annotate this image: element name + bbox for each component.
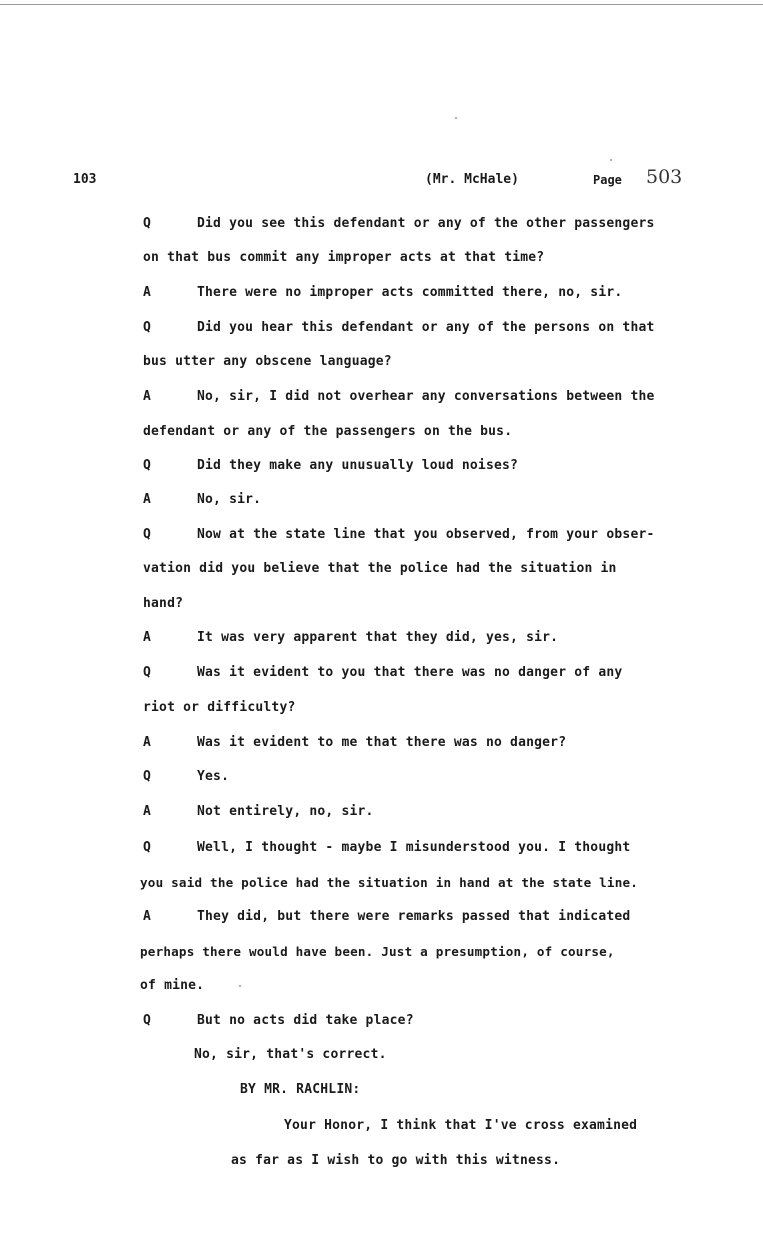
- speaker-label: (Mr. McHale): [425, 172, 519, 187]
- testimony-line: It was very apparent that they did, yes, sir.: [197, 630, 559, 645]
- testimony-line: riot or difficulty?: [143, 700, 296, 715]
- question-marker: Q: [143, 320, 151, 335]
- question-marker: Q: [143, 216, 151, 231]
- testimony-line: But no acts did take place?: [197, 1013, 414, 1028]
- top-rule: [0, 4, 763, 5]
- answer-marker: A: [143, 804, 151, 819]
- question-marker: Q: [143, 769, 151, 784]
- testimony-line: They did, but there were remarks passed that indicated: [197, 909, 631, 924]
- transcript-number: 103: [73, 172, 97, 187]
- testimony-line: defendant or any of the passengers on the bus.: [143, 424, 513, 439]
- testimony-line: bus utter any obscene language?: [143, 354, 392, 369]
- page-label: Page: [593, 173, 622, 187]
- testimony-line: Yes.: [197, 769, 230, 784]
- question-marker: Q: [143, 527, 151, 542]
- testimony-line: as far as I wish to go with this witness.: [231, 1153, 561, 1168]
- testimony-line: Was it evident to you that there was no danger of any: [197, 665, 623, 680]
- answer-marker: A: [143, 492, 151, 507]
- question-marker: Q: [143, 458, 151, 473]
- examiner-heading: BY MR. RACHLIN:: [240, 1082, 361, 1097]
- answer-marker: A: [143, 630, 151, 645]
- scan-speck: [610, 159, 612, 161]
- testimony-line: Now at the state line that you observed, from your obser-: [197, 527, 655, 542]
- testimony-line: Did you hear this defendant or any of the persons on that: [197, 320, 655, 335]
- testimony-line: perhaps there would have been. Just a presumption, of course,: [140, 944, 615, 959]
- testimony-line: Your Honor, I think that I've cross examined: [284, 1118, 638, 1133]
- testimony-line: No, sir.: [197, 492, 262, 507]
- testimony-line: Did they make any unusually loud noises?: [197, 458, 519, 473]
- testimony-line: Did you see this defendant or any of the other passengers: [197, 216, 655, 231]
- testimony-line: There were no improper acts committed there, no, sir.: [197, 285, 623, 300]
- testimony-line: Was it evident to me that there was no danger?: [197, 735, 567, 750]
- testimony-line: of mine.: [140, 978, 205, 993]
- testimony-line: you said the police had the situation in hand at the state line.: [140, 875, 639, 890]
- answer-marker: A: [143, 909, 151, 924]
- answer-marker: A: [143, 389, 151, 404]
- question-marker: Q: [143, 1013, 151, 1028]
- question-marker: Q: [143, 665, 151, 680]
- testimony-line: hand?: [143, 596, 184, 611]
- testimony-line: Well, I thought - maybe I misunderstood you. I thought: [197, 840, 631, 855]
- answer-marker: A: [143, 735, 151, 750]
- testimony-line: No, sir, I did not overhear any conversations between the: [197, 389, 655, 404]
- scan-speck: [455, 117, 457, 119]
- answer-marker: A: [143, 285, 151, 300]
- testimony-line: Not entirely, no, sir.: [197, 804, 374, 819]
- scan-speck: [239, 985, 241, 987]
- page-number: 503: [646, 166, 683, 188]
- testimony-line: on that bus commit any improper acts at that time?: [143, 250, 545, 265]
- testimony-line: No, sir, that's correct.: [194, 1047, 387, 1062]
- question-marker: Q: [143, 840, 151, 855]
- testimony-line: vation did you believe that the police had the situation in: [143, 561, 617, 576]
